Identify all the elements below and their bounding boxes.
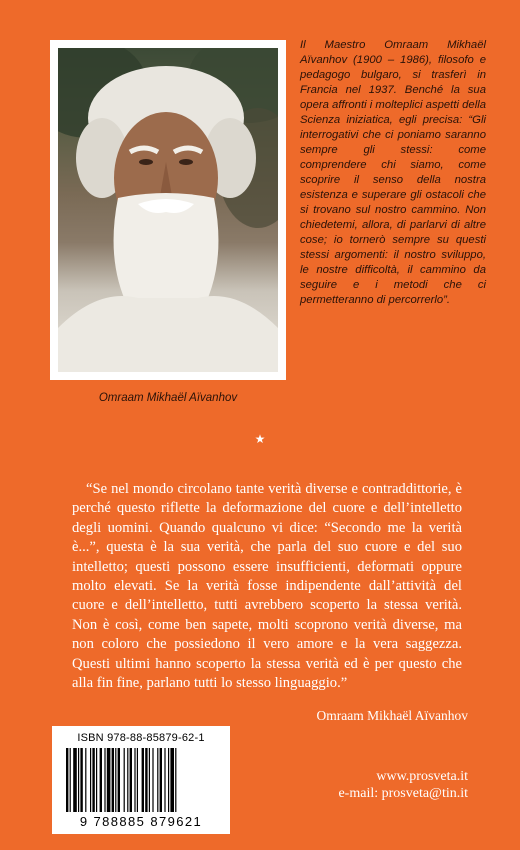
barcode-bar [175, 748, 176, 812]
barcode-bar [112, 748, 114, 812]
barcode-bar [134, 748, 135, 812]
barcode-bars [66, 748, 216, 814]
quote-author: Omraam Mikhaël Aïvanhov [316, 708, 468, 723]
back-cover-quote: “Se nel mondo circolano tante verità diverse e contraddittorie, è perché questo riflette la deformazione del cuore e dell’intelletto degli uomini. Quando qualcuno vi dice: “Secondo me la verità è...”, questa è la sua verità, che parla del suo cuore e del suo intelletto; questi possono essere insufficienti, deformati oppure molto elevati. Se la verità fosse indipendente dall’attività del cuore e dell’intelletto, tutti avrebbero scoperto la stessa verità. Non è così, come ben sapete, molti scoprono verità diverse, ma non coloro che possiedono il vero amore e la vera saggezza. Questi ultimi hanno scoperto la stessa verità ed è per questo che alla fin fine, parlano tutti lo stesso linguaggio.” [72, 481, 462, 692]
barcode-bar [92, 748, 94, 812]
email-link[interactable]: e-mail: prosveta@tin.it [338, 786, 468, 801]
barcode-bar [130, 748, 132, 812]
isbn-number: ISBN 978-88-85879-62-1 [77, 732, 205, 744]
barcode-bar [107, 748, 111, 812]
photo-caption: Omraam Mikhaël Aïvanhov [98, 392, 238, 404]
barcode-bar [90, 748, 91, 812]
barcode-bar [152, 748, 153, 812]
barcode-bar [66, 748, 68, 812]
portrait-photo [58, 48, 278, 372]
author-biography: Il Maestro Omraam Mikhaël Aïvanhov (1900 – 1986), filosofo e pedagogo bulgaro, si trasferì in Francia nel 1937. Benché la sua opera affronti i molteplici aspetti della Scienza iniziatica, egli precisa: “Gli interrogativi che ci poniamo saranno sempre gli stessi: come comprendere chi siamo, come scoprire il senso della nostra esistenza e superare gli ostacoli che si trovano sul nostro cammino. Non chiedetemi, allora, di parlarvi di altre cose; io tornerò sempre su questi stessi argomenti: il nostro sviluppo, le nostre difficoltà, il cammino da seguire e i metodi che ci permetteranno di percorrerlo”. [300, 39, 486, 306]
barcode-bar [145, 748, 147, 812]
barcode-bar [104, 748, 105, 812]
barcode-bar [160, 748, 162, 812]
barcode-bar [157, 748, 158, 812]
barcode-bar [149, 748, 150, 812]
barcode-digits: 9 788885 879621 [79, 814, 203, 829]
barcode-bar [78, 748, 79, 812]
website-link[interactable]: www.prosveta.it [376, 769, 468, 784]
barcode-bar [73, 748, 77, 812]
barcode-bar [127, 748, 128, 812]
barcode-bar [100, 748, 102, 812]
portrait-illustration [58, 48, 278, 372]
barcode-bar [124, 748, 125, 812]
isbn-barcode [52, 726, 230, 834]
barcode-bar [118, 748, 120, 812]
barcode-bar [85, 748, 86, 812]
barcode-bar [96, 748, 97, 812]
barcode-bar [170, 748, 174, 812]
barcode-bar [142, 748, 144, 812]
publisher-contact [338, 768, 468, 802]
barcode-bar [164, 748, 165, 812]
barcode-bar [70, 748, 71, 812]
portrait-frame [50, 40, 286, 380]
barcode-bar [137, 748, 138, 812]
separator-star: ★ [254, 432, 266, 446]
barcode-bar [80, 748, 82, 812]
barcode-bar [115, 748, 116, 812]
barcode-bar [168, 748, 169, 812]
